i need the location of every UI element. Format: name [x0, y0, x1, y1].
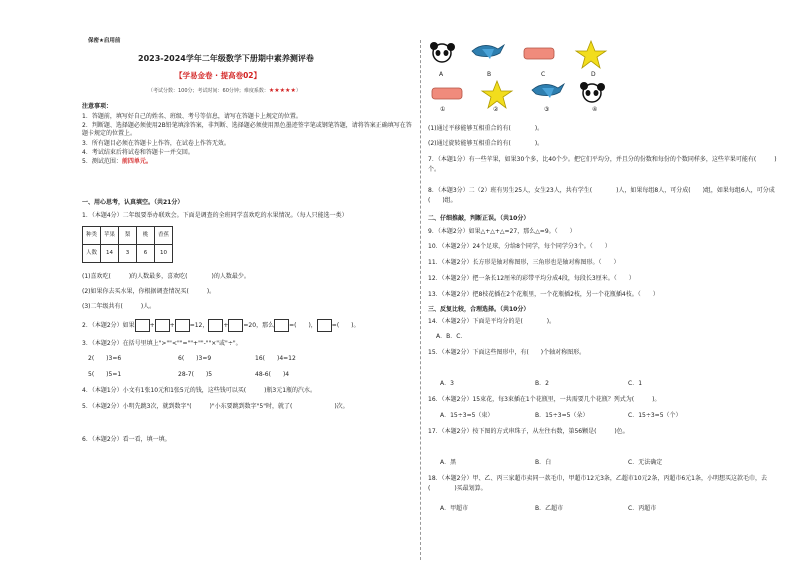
difficulty-stars: ★★★★★ — [268, 87, 296, 94]
question-9: 9．（本题2分）如果△+△+△=27，那么△=9。（ ） — [428, 228, 576, 235]
rectangle-shape — [524, 48, 554, 59]
bird-icon — [532, 84, 564, 98]
question-15: 15．（本题2分）下面这些图形中，有( )个轴对称图形。 — [428, 349, 586, 356]
q2-end: ( )， — [294, 322, 317, 329]
q3-item: 28-7( )5 — [178, 371, 213, 378]
option: A．甲超市 — [440, 505, 469, 512]
section1-heading: 一、用心思考，认真填空。（共21分） — [82, 199, 184, 206]
exam-meta-text: （考试分数：100分；考试时间：60分钟；难度系数： — [148, 88, 269, 94]
table-cell: 梨 — [119, 227, 137, 245]
option: A．黑 — [440, 459, 457, 466]
shapes-figure — [426, 40, 786, 120]
fruit-table — [82, 226, 173, 263]
note-item: 4．考试结束后将试卷和答题卡一并交回。 — [82, 149, 194, 156]
shape-label: ③ — [544, 106, 550, 113]
option: A．3 — [440, 380, 454, 387]
q3-item: 16( )4=12 — [255, 355, 296, 362]
range-label: 5．测试范围： — [82, 158, 122, 165]
option: B．乙超市 — [535, 505, 564, 512]
question-10: 10．（本题2分）24个足球，分给8个同学，每个同学分3个。（ ） — [428, 243, 611, 250]
q2-end2: =( )。 — [331, 322, 360, 329]
star-icon — [576, 41, 606, 68]
table-cell: 6 — [137, 245, 155, 263]
page-subtitle: 【学易金卷 · 提高卷02】 — [175, 71, 262, 80]
table-cell: 人数 — [83, 245, 101, 263]
option: B．白 — [535, 459, 552, 466]
box-shape — [274, 319, 289, 332]
rectangle-shape — [432, 88, 462, 99]
option: C．15÷3=5（个） — [628, 412, 682, 419]
question-1-3: (3)二年级共有( )人。 — [82, 303, 156, 310]
question-8: 8．（本题3分）二（2）班有男生25人，女生23人，共有学生( )人，如果每组8人，可分成( )组，如果每组6人，可分成( )组。 — [428, 187, 775, 205]
question-1-1: (1)喜欢吃( )的人数最多，喜欢吃( )的人数最少。 — [82, 273, 250, 280]
question-2: 2．（本题2分）如果 + + =12， + =20，那么 =( )， =( )。 — [82, 319, 360, 332]
note-item: 3．所有题目必须在答题卡上作答，在试卷上作答无效。 — [82, 140, 230, 147]
q3-item: 48-6( )4 — [255, 371, 290, 378]
shape-label: ① — [440, 106, 446, 113]
question-14: 14．（本题2分）下面是平均分的是( )。 — [428, 318, 556, 325]
question-4: 4．（本题1分）小文有1张10元和1张5元的钱，这些钱可以买( )瓶3元1瓶的汽水。 — [82, 387, 317, 394]
box-shape — [228, 319, 243, 332]
note-item: 1．答题前，填写好自己的姓名、班级、考号等信息，请写在答题卡上规定的位置。 — [82, 113, 302, 120]
box-shape — [317, 319, 332, 332]
table-header-row — [83, 227, 173, 245]
question-13: 13．（本题2分）把8枝花插在2个花瓶里，一个花瓶插2枝，另一个花瓶插4枝。（ ） — [428, 291, 659, 298]
q3-item: 6( )3=9 — [178, 355, 212, 362]
box-shape — [155, 319, 170, 332]
bird-icon — [472, 45, 504, 59]
shape-label: ② — [493, 106, 499, 113]
q2-mid2: =20，那么 — [243, 322, 275, 329]
box-shape — [175, 319, 190, 332]
question-3: 3．（本题2分）在括号里填上">""<""=""+""-""×"或"÷"。 — [82, 340, 242, 347]
shape-label: A — [439, 71, 444, 78]
question-6-1: (1)通过平移能够互相重合的有( )。 — [428, 125, 544, 132]
question-11: 11．（本题2分）长方形是轴对称图形，三角形也是轴对称图形。（ ） — [428, 259, 620, 266]
panda-icon — [430, 42, 455, 62]
box-shape — [135, 319, 150, 332]
table-row — [83, 245, 173, 263]
star-icon — [482, 81, 512, 108]
shape-label: ④ — [592, 106, 598, 113]
table-cell: 香蕉 — [155, 227, 173, 245]
note-range — [82, 158, 152, 166]
q3-item: 2( )3=6 — [88, 355, 122, 362]
table-cell: 种类 — [83, 227, 101, 245]
shape-label: B — [487, 71, 492, 78]
shape-label: D — [591, 71, 596, 78]
question-1: 1．（本题4分）二年级要举办联欢会。下面是调查的全班同学喜欢吃的水果情况。（每人只能选一类） — [82, 212, 348, 219]
option: A．15÷3=5（束） — [440, 412, 494, 419]
page-title: 2023-2024学年二年级数学下册期中素养测评卷 — [138, 54, 314, 63]
table-cell: 3 — [119, 245, 137, 263]
note-item: 2．判断题、选择题必须使用2B铅笔填涂答案，非判断、选择题必须使用黑色墨迹签字笔或钢笔答题，请将答案正确填写在答题卡规定的位置上。 — [82, 122, 412, 137]
q14-options: A．B．C． — [436, 333, 467, 340]
question-12: 12．（本题2分）把一条长12厘米的彩带平均分成4段，每段长3厘米。（ ） — [428, 275, 635, 282]
table-cell: 14 — [101, 245, 119, 263]
question-16: 16．（本题2分）15束花，每3束插在1个花瓶里，一共需要几个花瓶？列式为( )。 — [428, 396, 661, 403]
table-cell: 桃 — [137, 227, 155, 245]
box-shape — [208, 319, 223, 332]
table-cell: 苹果 — [101, 227, 119, 245]
range-value: 前四单元。 — [121, 158, 152, 165]
option: C．1 — [628, 380, 643, 387]
question-1-2: (2)如果你去买水果，你根据调查情况买( )。 — [82, 288, 216, 295]
question-5: 5．（本题2分）小明先跳3次，就到数字"( )"小东要跳到数字"5"时，就了( )次。 — [82, 403, 349, 410]
column-divider — [420, 40, 421, 560]
question-6-2: (2)通过旋转能够互相重合的有( )。 — [428, 140, 544, 147]
q2-prefix: 2．（本题2分）如果 — [82, 322, 135, 329]
exam-meta — [148, 87, 301, 95]
question-18: 18．（本题2分）甲、乙、丙三家超市卖同一款毛巾，甲超市12元3条，乙超市10元2条，丙超市6元1条，小明想买这款毛巾，去( )买最划算。 — [428, 475, 767, 493]
panda-icon — [580, 82, 605, 102]
question-7: 7．（本题1分）有一些苹果，如果30个多，比40个少。把它们平均分，并且分的份数和每份的个数同样多，这些苹果可能有( )个。 — [428, 156, 777, 174]
exam-meta-end: ） — [295, 88, 301, 94]
shape-label: C — [541, 71, 546, 78]
question-17: 17．（本题2分）按下图的方式串珠子，从左往右数，第56颗是( )色。 — [428, 428, 629, 435]
table-cell: 10 — [155, 245, 173, 263]
q3-item: 5( )5=1 — [88, 371, 122, 378]
q2-mid: =12， — [189, 322, 209, 329]
section2-heading: 二、仔细推敲，判断正误。（共10分） — [428, 215, 530, 222]
section3-heading: 三、反复比较，合理选择。（共10分） — [428, 306, 530, 313]
option: C．无法确定 — [628, 459, 663, 466]
option: C．丙超市 — [628, 505, 657, 512]
question-6: 6．（本题2分）看一看，填一填。 — [82, 436, 171, 443]
option: B．15÷3=5（朵） — [535, 412, 589, 419]
secret-mark: 保密★启用前 — [88, 38, 121, 44]
option: B．2 — [535, 380, 549, 387]
notes-heading: 注意事项： — [82, 103, 113, 110]
